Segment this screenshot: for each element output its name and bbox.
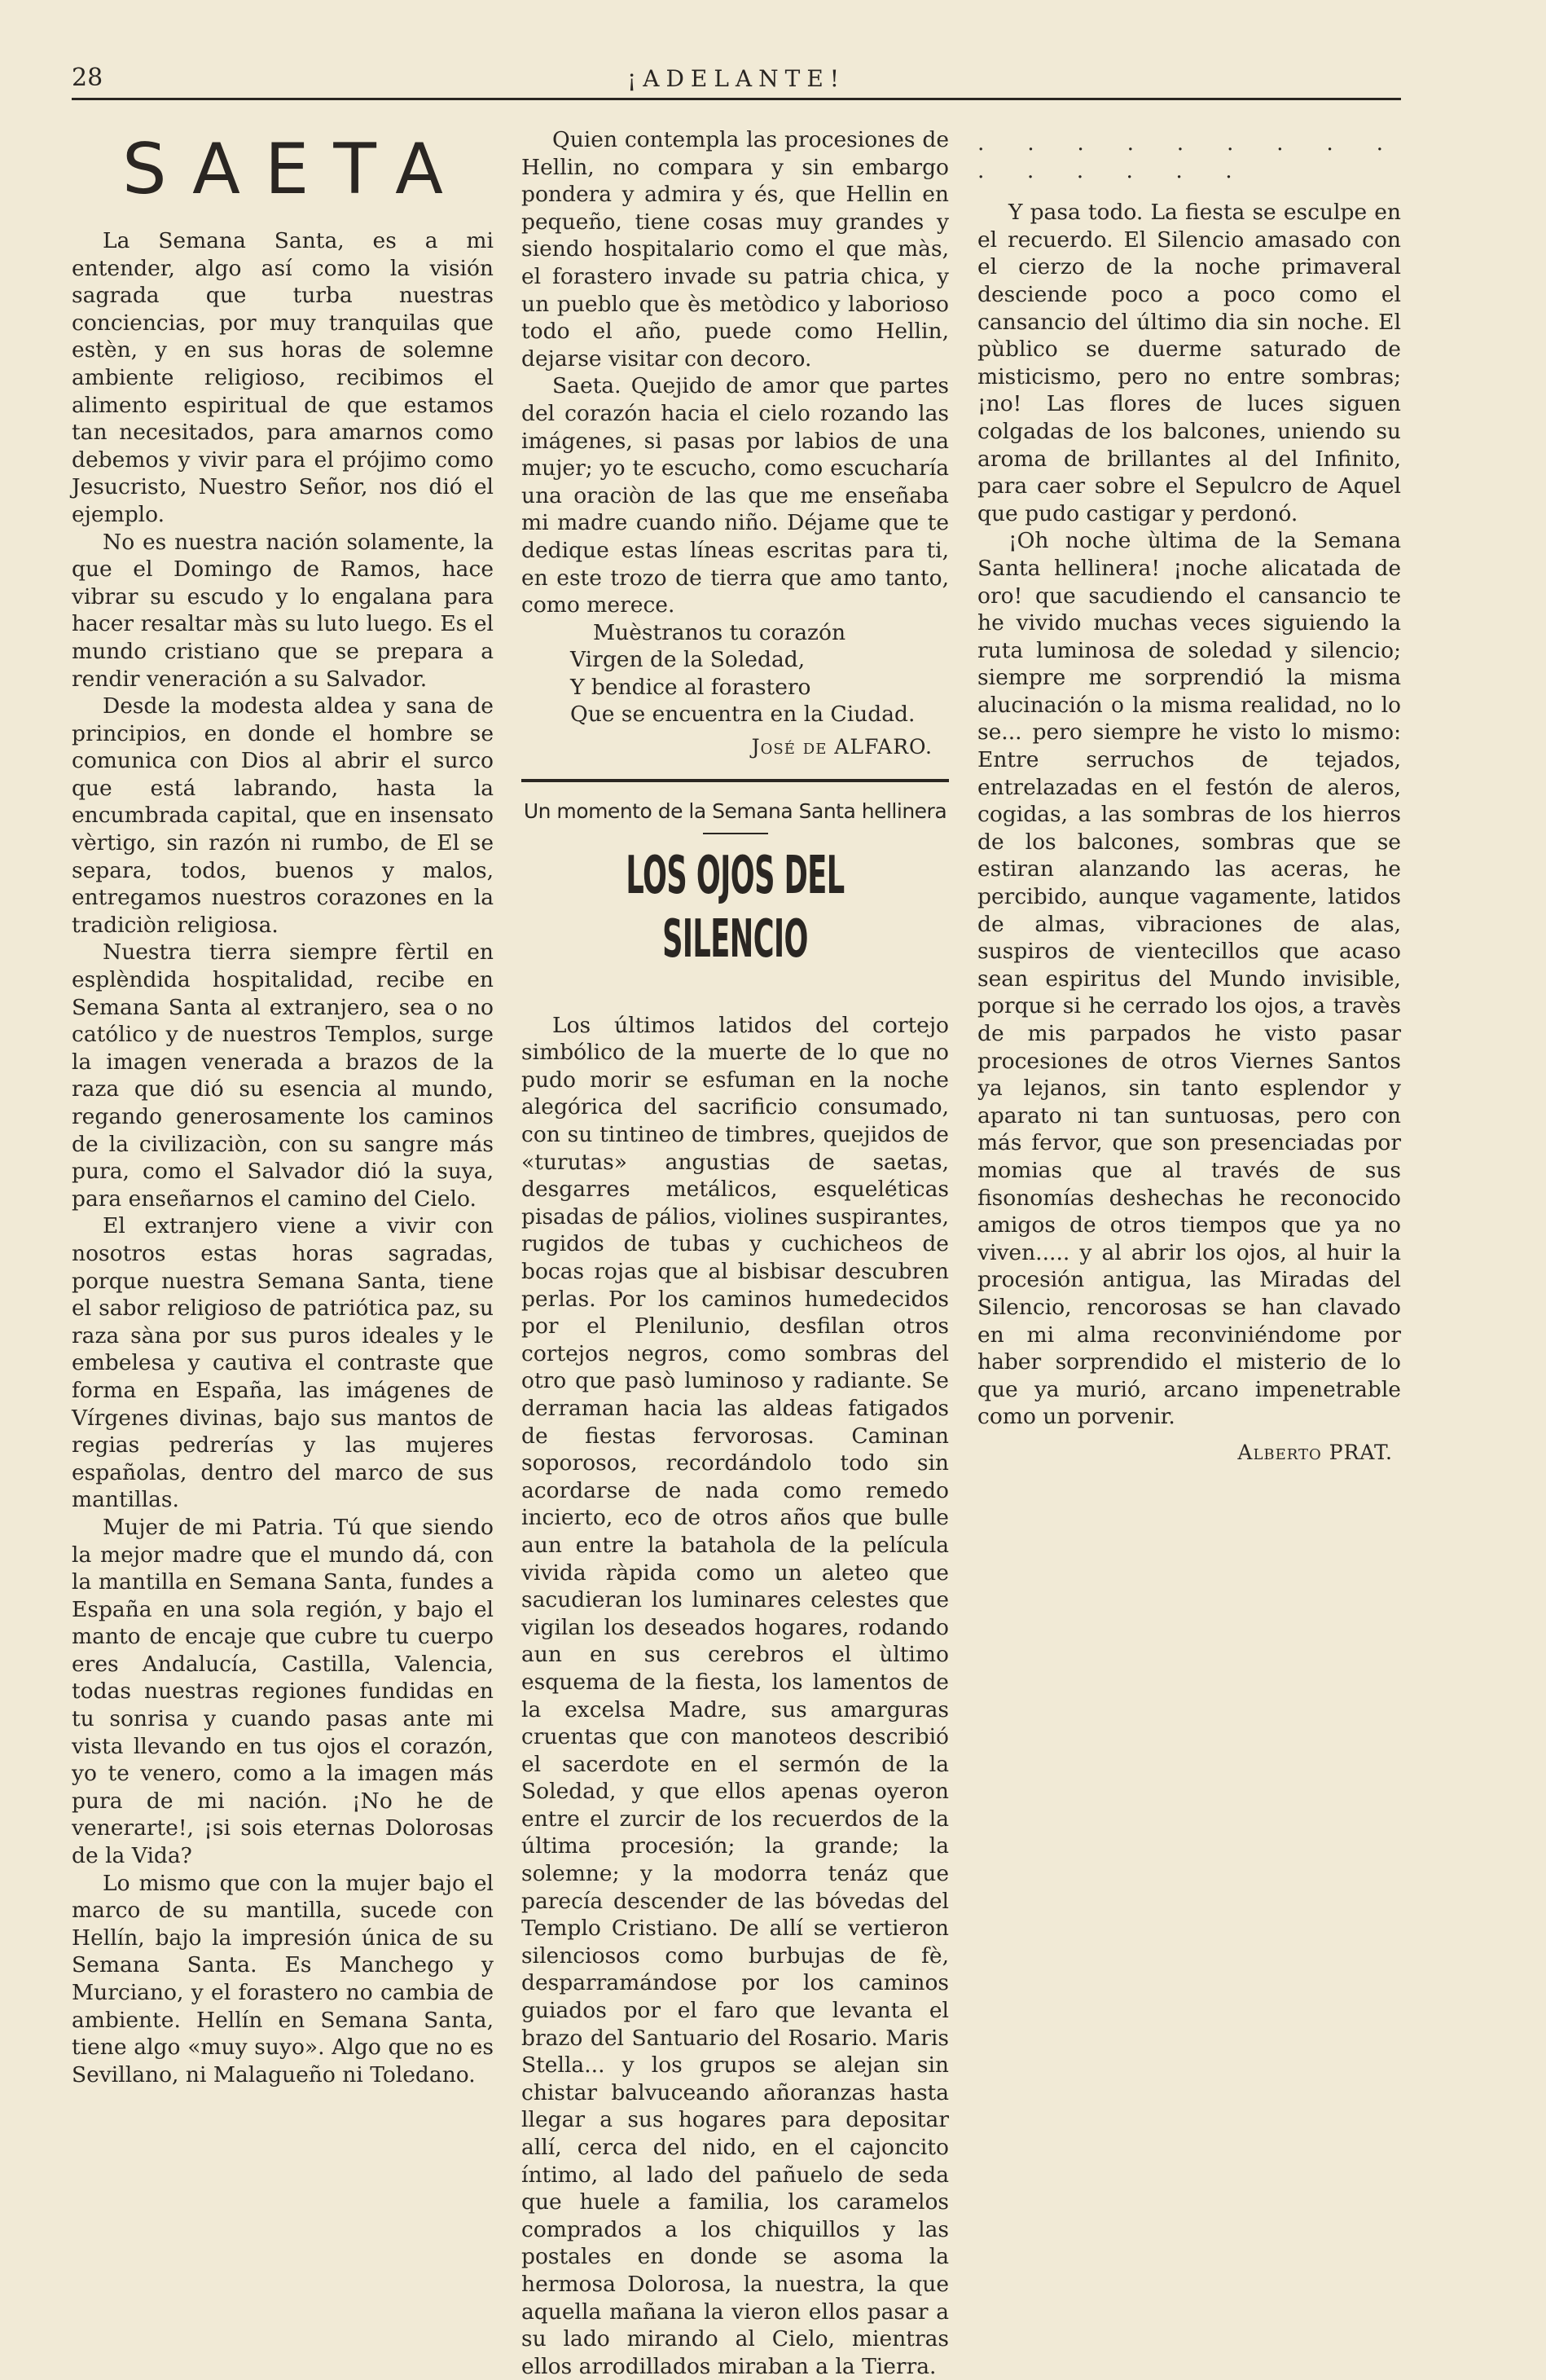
kicker-rule: [703, 833, 768, 834]
column-1: [72, 126, 494, 2088]
poem-line: Que se encuentra en la Ciudad.: [570, 702, 916, 728]
paragraph: ¡Oh noche ùltima de la Semana Santa hellinera! ¡noche alicatada de oro! que sacudiendo el cansancio te he vivido muchas veces siguiendo la ruta luminosa de soledad y silencio; siempre me sorprendió la misma alucinación o la misma realidad, no lo se... pero siempre he visto lo mismo: Entre serruchos de tejados, entrelazadas en el festón de aleros, cogidas, a las sombras de los hierros de los balcones, sombras que se estiran alanzando las aceras, he percibido, aunque vagamente, latidos de almas, vibraciones de alas, suspiros de vientecillos que acaso sean espiritus del Mundo invisible, porque si he cerrado los ojos, a travès de mis parpados he visto pasar procesiones de otros Viernes Santos ya lejanos, sin tanto esplendor y aparato ni tan suntuosas, pero con más fervor, que son presenciadas por momias que al través de sus fisonomías deshechas he reconocido amigos de otros tiempos que ya no viven..... y al abrir los ojos, al huir la procesión antigua, las Miradas del Silencio, rencorosas se han clavado en mi alma reconviniéndome por haber sorprendido el misterio de lo que ya murió, arcano impenetrable como un porvenir.: [977, 528, 1401, 1430]
paragraph: La Semana Santa, es a mi entender, algo así como la visión sagrada que turba nuestras conciencias, por muy tranquilas que estèn, y en sus horas de solemne ambiente religioso, recibimos el alimento espiritual de que estamos tan necesitados, para amarnos como debemos y vivir para el prójimo como Jesucristo, Nuestro Señor, nos dió el ejemplo.: [72, 228, 494, 527]
paragraph: Mujer de mi Patria. Tú que siendo la mejor madre que el mundo dá, con la mantilla en Semana Santa, fundes a España en una sola región, y bajo el manto de encaje que cubre tu cuerpo eres Andalucía, Castilla, Valencia, todas nuestras regiones fundidas en tu sonrisa y cuando pasas ante mi vista llevando en tus ojos el corazón, yo te venero, como a la imagen más pura de mi nación. ¡No he de venerarte!, ¡si sois eternas Dolorosas de la Vida?: [72, 1514, 494, 1869]
article-title-saeta: SAETA: [121, 129, 468, 210]
column-2: [521, 126, 949, 2380]
column-3: [977, 126, 1401, 1467]
page-number: 28: [72, 64, 103, 92]
paragraph: Lo mismo que con la mujer bajo el marco de su mantilla, sucede con Hellín, bajo la impresión única de su Semana Santa. Es Manchego y Murciano, y el forastero no cambia de ambiente. Hellín en Semana Santa, tiene algo «muy suyo». Algo que no es Sevillano, ni Malagueño ni Toledano.: [72, 1870, 494, 2087]
paragraph: Saeta. Quejido de amor que partes del corazón hacia el cielo rozando las imágenes, si pasas por labios de una mujer; yo te escucho, como escucharía una oraciòn de las que me enseñaba mi madre cuando niño. Déjame que te dedique estas líneas escritas para ti, en este trozo de tierra que amo tanto, como merece.: [521, 373, 949, 618]
paragraph: El extranjero viene a vivir con nosotros estas horas sagradas, porque nuestra Semana Santa, tiene el sabor religioso de patriótica paz, su raza sàna por sus puros ideales y le embelesa y cautiva el contraste que forma en España, las imágenes de Vírgenes divinas, bajo sus mantos de regias pedrerías y las mujeres españolas, dentro del marco de sus mantillas.: [72, 1213, 494, 1513]
header-rule: [72, 98, 1401, 100]
author-signature: José de ALFARO.: [751, 735, 933, 759]
paragraph: Nuestra tierra siempre fèrtil en esplèndida hospitalidad, recibe en Semana Santa al extranjero, sea o no católico y de nuestros Templos, surge la imagen venerada a brazos de la raza que dió su esencia al mundo, regando generosamente los caminos de la civilizaciòn, con su sangre más pura, como el Salvador dió la suya, para enseñarnos el camino del Cielo.: [72, 939, 494, 1212]
article-divider: [521, 779, 949, 782]
paragraph: Quien contempla las procesiones de Hellin, no compara y sin embargo pondera y admira y és, que Hellin en pequeño, tiene cosas muy grandes y siendo hospitalario como el que màs, el forastero invade su patria chica, y un pueblo que ès metòdico y laborioso todo el año, puede como Hellin, dejarse visitar con decoro.: [521, 127, 949, 372]
poem-line: Y bendice al forastero: [570, 674, 811, 700]
poem: [570, 619, 949, 728]
journal-title: ¡ADELANTE!: [626, 65, 846, 92]
poem-line: Muèstranos tu corazón: [593, 619, 846, 645]
article-title-ojos: LOS OJOS DEL SILENCIO: [626, 845, 845, 970]
paragraph: Desde la modesta aldea y sana de principios, en donde el hombre se comunica con Dios al abrir el surco que está labrando, hasta la encumbrada capital, que en insensato vèrtigo, sin razón ni rumbo, de El se separa, todos, buenos y malos, entregamos nuestros corazones en la tradiciòn religiosa.: [72, 693, 494, 938]
paragraph: Los últimos latidos del cortejo simbólico de la muerte de lo que no pudo morir se esfuman en la noche alegórica del sacrificio consumado, con su tintineo de timbres, quejidos de «turutas» angustias de saetas, desgarres metálicos, esqueléticas pisadas de pálios, violines suspirantes, rugidos de tubas y cuchicheos de bocas rojas que al bisbisar descubren perlas. Por los caminos humedecidos por el Plenilunio, desfilan otros cortejos negros, como sombras del otro que pasò luminoso y radiante. Se derraman hacia las aldeas fatigados de fiestas fervorosas. Caminan soporosos, recordándolo todo sin acordarse de nada como remedo incierto, eco de otros años que bulle aun entre la batahola de la película vivida ràpida como un aleteo que sacudieran los luminares celestes que vigilan los deseados hogares, rodando aun en sus cerebros el ùltimo esquema de la fiesta, los lamentos de la excelsa Madre, sus amarguras cruentas que con manoteos describió el sacerdote en el sermón de la Soledad, y que ellos apenas oyeron entre el zurcir de los recuerdos de la última procesión; la grande; la solemne; y la modorra tenáz que parecía descender de las bóvedas del Templo Cristiano. De allí se vertieron silenciosos como burbujas de fè, desparramándose por los caminos guiados por el faro que levanta el brazo del Santuario del Rosario. Maris Stella... y los grupos se alejan sin chistar balvuceando añoranzas hasta llegar a sus hogares para depositar allí, cerca del nido, en el cajoncito íntimo, al lado del pañuelo de seda que huele a familia, los caramelos comprados a los chiquillos y las postales en donde se asoma la hermosa Dolorosa, la nuestra, la que aquella mañana la vieron ellos pasar a su lado mirando al Cielo, mientras ellos arrodillados miraban a la Tierra.: [521, 1012, 949, 2379]
paragraph: Y pasa todo. La fiesta se esculpe en el recuerdo. El Silencio amasado con el cierzo de la noche primaveral desciende poco a poco como el cansancio del último dia sin noche. El pùblico se duerme saturado de misticismo, pero no entre sombras; ¡no! Las flores de luces siguen colgadas de los balcones, uniendo su aroma de brillantes al del Infinito, para caer sobre el Sepulcro de Aquel que pudo castigar y perdonó.: [977, 200, 1401, 526]
author-signature: Alberto PRAT.: [1237, 1440, 1393, 1464]
article-kicker: Un momento de la Semana Santa hellinera: [523, 798, 947, 823]
ellipsis-separator: . . . . . . . . . . . . . . .: [977, 130, 1401, 183]
poem-line: Virgen de la Soledad,: [570, 647, 806, 673]
paragraph: No es nuestra nación solamente, la que el Domingo de Ramos, hace vibrar su escudo y lo engalana para hacer resaltar màs su luto luego. Es el mundo cristiano que se prepara a rendir veneración a su Salvador.: [72, 529, 494, 692]
